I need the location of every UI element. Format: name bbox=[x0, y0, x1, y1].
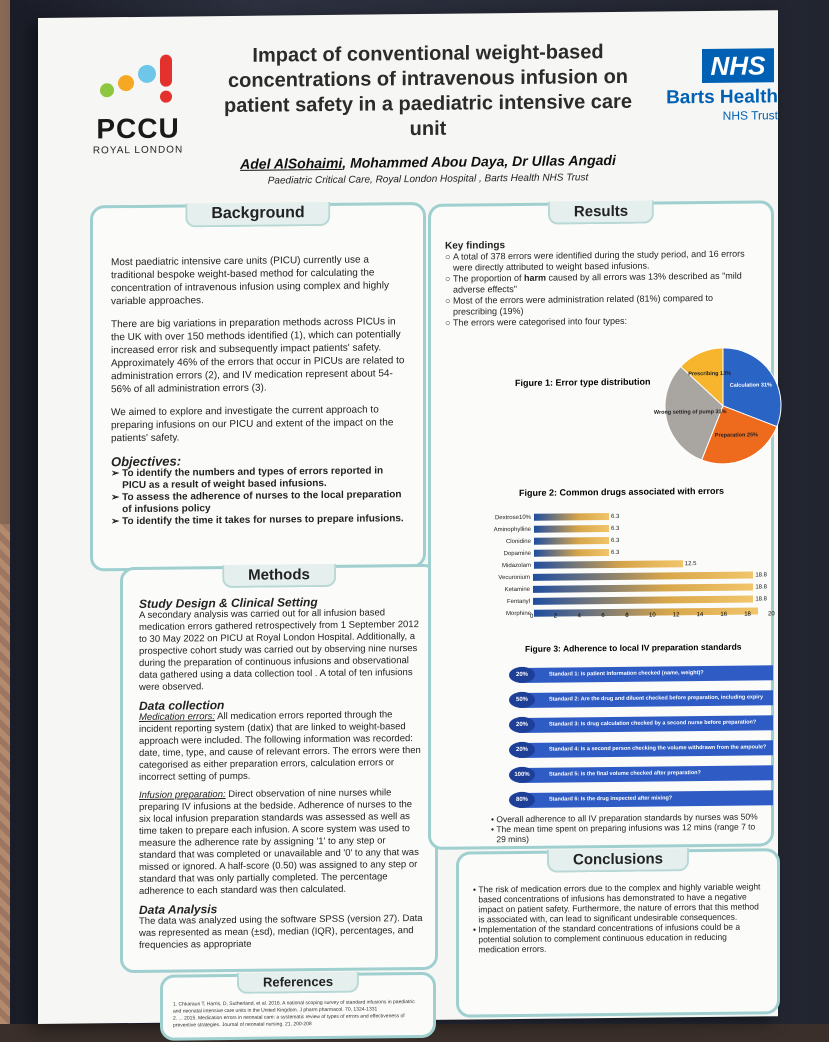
pccu-logo-figures-icon bbox=[78, 54, 198, 107]
pie-chart-svg bbox=[653, 341, 783, 472]
authors bbox=[218, 152, 638, 172]
bar-label: Midazolam bbox=[501, 562, 531, 569]
infusion-prep-text: Direct observation of nine nurses while preparing IV infusions at the bedside. Adherence of nurses to the six local infusion preparation standards was assessed as well as time taken to prepare each infusion. A score system was used to measure the adherence rate by assigning '1' to any step or standard that was completed or unavailable and '0' to any that was missed or ignored. A half-score (0.50) was assigned to any step or standard that was only partially completed. The percentage adherence to each standard was then calculated. bbox=[139, 787, 419, 897]
bullet-icon: ○ bbox=[445, 251, 453, 262]
bar bbox=[534, 560, 683, 569]
conclusions-heading: Conclusions bbox=[547, 848, 689, 872]
bar-label: Vecuronium bbox=[498, 574, 531, 581]
axis-tick: 0 bbox=[530, 613, 534, 620]
bar bbox=[534, 549, 609, 557]
bar-label: Ketamine bbox=[504, 586, 531, 593]
standard-percent: 80% bbox=[509, 792, 535, 808]
bullet-icon: ○ bbox=[445, 295, 453, 306]
reference-1: 1. Chkarauri T, Harris, D, Sutherland, et al. 2016. A national scoping survey of standard infusions in paediatric and neonatal intensive care units in the United Kingdom. J pharm pharmacol. 70, 1324-1331 bbox=[173, 999, 415, 1015]
bar bbox=[534, 537, 609, 545]
bar-label: Clonidine bbox=[505, 538, 531, 545]
methods-subheading-data: Data collection bbox=[139, 698, 225, 713]
bar-value: 6.3 bbox=[610, 513, 620, 520]
bar-value: 18.8 bbox=[755, 583, 767, 590]
conclusions-panel bbox=[456, 848, 780, 1017]
background-heading: Background bbox=[185, 202, 330, 228]
bar bbox=[533, 572, 753, 581]
reference-2: 2. ... 2015. Medication errors in neonatal care: a systematic review of types of errors and effectiveness of preventive strategies. Journal of neonatal nursing. 21, 200-208 bbox=[173, 1013, 405, 1029]
axis-tick: 18 bbox=[744, 611, 751, 618]
axis-tick: 10 bbox=[649, 612, 656, 619]
objective-2: To assess the adherence of nurses to the local preparation of infusions policy bbox=[122, 489, 402, 516]
arrow-icon: ➢ bbox=[111, 516, 123, 528]
pccu-logo bbox=[78, 54, 198, 156]
finding-2-c: caused by all errors was 13% described as "mild adverse effects" bbox=[452, 270, 742, 295]
pie-label: Calculation 31% bbox=[729, 382, 772, 389]
pie-label: Prescribing 13% bbox=[688, 370, 732, 378]
bar-value: 6.3 bbox=[610, 525, 620, 532]
bullet-icon: • bbox=[491, 814, 497, 825]
summary-1: Overall adherence to all IV preparation standards by nurses was 50% bbox=[496, 811, 758, 825]
axis-tick: 4 bbox=[577, 613, 581, 620]
background-para-3: We aimed to explore and investigate the current approach to preparing infusions on our PICU and extent of the impact on the patients' safety. bbox=[111, 404, 394, 445]
bar-label: Aminophylline bbox=[493, 526, 531, 533]
bar bbox=[533, 584, 753, 593]
standard-bar: Standard 5: Is the final volume checked after preparation? bbox=[519, 765, 773, 783]
standard-bar: Standard 6: Is the drug inspected after mixing? bbox=[519, 790, 773, 808]
finding-2-harm: harm bbox=[523, 272, 546, 283]
conclusion-2: Implementation of the standard concentrations of infusions could be a potential solution to complement continuous education in reducing medication errors. bbox=[478, 921, 741, 955]
methods-para-analysis: The data was analyzed using the software SPSS (version 27). Data was represented as mean (±sd), median (IQR), percentages, and frequencies as appropriate bbox=[139, 912, 423, 951]
standard-bar: Standard 2: Are the drug and diluent checked before preparation, including expiry date? bbox=[519, 690, 773, 708]
pie-chart bbox=[653, 341, 783, 477]
pccu-logo-text: PCCU bbox=[96, 112, 180, 145]
bullet-icon: • bbox=[473, 924, 479, 935]
objective-3: To identify the time it takes for nurses to prepare infusions. bbox=[122, 513, 404, 528]
key-findings-heading: Key findings bbox=[445, 240, 506, 252]
nhs-logo: NHS bbox=[702, 48, 774, 83]
methods-heading: Methods bbox=[222, 564, 336, 588]
bullet-icon: • bbox=[491, 824, 497, 835]
objective-1: To identify the numbers and types of errors reported in PICU as a result of weight based infusions. bbox=[122, 465, 384, 492]
results-heading: Results bbox=[548, 201, 654, 225]
figure-3-title: Figure 3: Adherence to local IV preparation standards bbox=[525, 641, 742, 654]
results-panel bbox=[428, 200, 774, 850]
axis-tick: 2 bbox=[553, 613, 558, 620]
co-authors: , Mohammed Abou Daya, Dr Ullas Angadi bbox=[342, 151, 616, 171]
bar-label: Morphine bbox=[505, 610, 531, 617]
background-panel bbox=[90, 202, 426, 572]
standard-percent: 50% bbox=[509, 692, 535, 708]
pccu-logo-subtext: ROYAL LONDON bbox=[92, 144, 184, 157]
medication-errors-text: All medication errors reported through the incident reporting system (datix) that are linked to weight-based approach were included. The following information was recorded: date, time, type, and cause of relevant errors. The errors were then categorised as either preparation errors, calculation errors or incorrect setting of pumps. bbox=[139, 709, 421, 783]
standard-percent: 20% bbox=[509, 717, 535, 733]
bar bbox=[533, 596, 753, 605]
arrow-icon: ➢ bbox=[111, 492, 123, 504]
summary-2: The mean time spent on preparing infusions was 12 mins (range 7 to 29 mins) bbox=[496, 821, 756, 845]
arrow-icon: ➢ bbox=[111, 468, 123, 480]
bar-value: 6.3 bbox=[610, 537, 620, 544]
results-summary bbox=[491, 811, 761, 844]
background-body bbox=[111, 253, 409, 528]
infusion-prep-label: Infusion preparation: bbox=[139, 789, 226, 801]
axis-tick: 20 bbox=[768, 611, 775, 618]
axis-tick: 16 bbox=[720, 611, 728, 618]
pie-label: Preparation 25% bbox=[714, 432, 758, 439]
finding-2-a: The proportion of bbox=[452, 272, 524, 284]
finding-3: Most of the errors were administration related (81%) compared to prescribing (19%) bbox=[452, 292, 714, 317]
axis-tick: 14 bbox=[696, 612, 704, 619]
finding-1: A total of 378 errors were identified during the study period, and 16 errors were directly attributed to weight based infusions. bbox=[452, 248, 745, 273]
drug-bar-axis bbox=[530, 611, 775, 623]
methods-panel bbox=[120, 564, 438, 973]
bar-value: 12.5 bbox=[684, 560, 697, 567]
standard-percent: 20% bbox=[509, 667, 535, 683]
standard-bar: Standard 3: Is drug calculation checked by a second nurse before preparation? bbox=[519, 715, 773, 733]
bar-value: 6.3 bbox=[610, 549, 620, 556]
conclusions-body bbox=[473, 881, 765, 954]
standard-percent: 20% bbox=[509, 742, 535, 758]
medication-errors-label: Medication errors: bbox=[139, 711, 216, 723]
standard-bar: Standard 1: Is patient information checked (name, weight)? bbox=[519, 665, 773, 683]
objectives-list bbox=[111, 465, 409, 528]
lead-author: Adel AlSohaimi bbox=[240, 154, 343, 172]
axis-tick: 8 bbox=[625, 612, 629, 619]
conclusion-1: The risk of medication errors due to the complex and highly variable weight based concentrations of infusions has demonstrated to have a negative impact on patient safety. Furthermore, the nature of errors that this method is associated with, can lead to significant undesirable consequences. bbox=[478, 881, 761, 925]
bullet-icon: • bbox=[473, 884, 479, 895]
key-findings bbox=[445, 237, 757, 328]
axis-tick: 12 bbox=[672, 612, 680, 619]
standard-percent: 100% bbox=[509, 767, 535, 783]
standard-bar: Standard 4: Is a second person checking the volume withdrawn from the ampoule? bbox=[519, 740, 773, 758]
figure-1-title: Figure 1: Error type distribution bbox=[515, 376, 651, 389]
axis-tick: 6 bbox=[601, 613, 605, 620]
poster bbox=[38, 10, 778, 1029]
drug-bar-chart bbox=[467, 509, 767, 620]
references-panel bbox=[160, 972, 436, 1041]
methods-subheading-study: Study Design & Clinical Setting bbox=[139, 595, 318, 611]
methods-para-medication-errors bbox=[139, 709, 423, 784]
finding-2 bbox=[453, 270, 757, 295]
pie-label: Wrong setting of pump 31% bbox=[653, 409, 727, 416]
bar-label: Dextrose10% bbox=[494, 514, 531, 521]
bar bbox=[534, 513, 609, 521]
bar-value: 18.8 bbox=[755, 571, 767, 578]
objectives-heading: Objectives: bbox=[111, 453, 182, 470]
methods-para-infusion-prep bbox=[139, 787, 423, 898]
bullet-icon: ○ bbox=[445, 273, 453, 284]
nhs-trust-text: NHS Trust bbox=[722, 108, 778, 123]
figure-2-title: Figure 2: Common drugs associated with errors bbox=[519, 485, 725, 498]
bullet-icon: ○ bbox=[445, 317, 453, 328]
references-list bbox=[173, 999, 423, 1030]
finding-4: The errors were categorised into four types: bbox=[452, 315, 628, 328]
bar-label: Fentanyl bbox=[507, 598, 531, 605]
barts-health-text: Barts Health bbox=[666, 86, 778, 109]
background-para-2: There are big variations in preparation methods across PICUs in the UK with over 150 methods identified (1), which can potentially increased error risk and subsequently impact patients' safety. Approximately 46% of the errors that occur in PICUs are related to administration errors (2), and IV medication represent about 54-56% of all administration errors (3). bbox=[111, 316, 405, 396]
methods-body bbox=[139, 595, 423, 952]
poster-title: Impact of conventional weight-based concentrations of intravenous infusion on patient safety in a paediatric intensive care unit bbox=[224, 41, 632, 141]
references-heading: References bbox=[237, 972, 359, 994]
background-para-1: Most paediatric intensive care units (PICU) currently use a traditional bespoke weight-based method for calculating the concentration of intravenous infusion using complex and highly variable approaches. bbox=[111, 254, 389, 308]
methods-subheading-analysis: Data Analysis bbox=[139, 902, 218, 917]
bar-label: Dopamine bbox=[503, 550, 531, 557]
affiliation: Paediatric Critical Care, Royal London Hospital , Barts Health NHS Trust bbox=[267, 172, 589, 187]
bar bbox=[534, 525, 609, 533]
methods-para-study: A secondary analysis was carried out for all infusion based medication errors gathered retrospectively from 1 September 2012 to 30 May 2022 on PICU at Royal London Hospital. Additionally, a prospective cohort study was carried out by observing nine nurses during the preparation of continuous infusions and observational data gathered using a data collection tool . A total of ten infusions were observed. bbox=[139, 607, 419, 693]
bar-value: 18.8 bbox=[755, 595, 767, 602]
